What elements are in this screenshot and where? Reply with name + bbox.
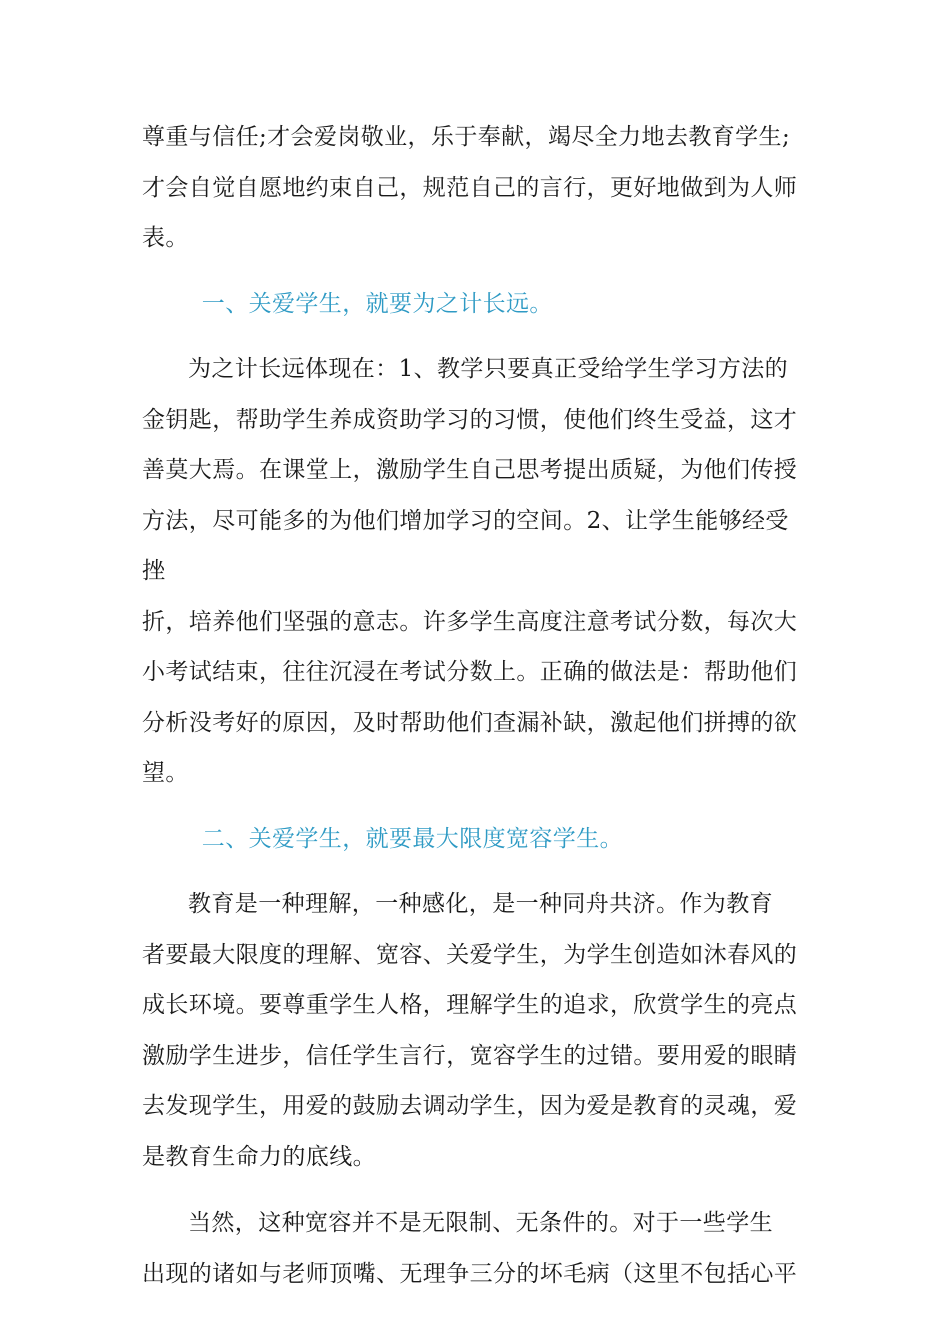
paragraph-2 — [142, 344, 810, 799]
text-line: 激励学生进步，信任学生言行，宽容学生的过错。要用爱的眼睛 — [142, 1042, 798, 1069]
section-heading-1: 一、关爱学生，就要为之计长远。 — [201, 290, 553, 317]
paragraph-3 — [142, 879, 810, 1182]
text-line: 分析没考好的原因，及时帮助他们查漏补缺，激起他们拼搏的欲 — [142, 709, 798, 736]
text-line: 去发现学生，用爱的鼓励去调动学生，因为爱是教育的灵魂，爱 — [142, 1093, 798, 1119]
text-line: 尊重与信任;才会爱岗敬业，乐于奉献，竭尽全力地去教育学生; — [142, 124, 791, 150]
text-line: 方法，尽可能多的为他们增加学习的空间。2、让学生能够经受挫 — [142, 507, 789, 584]
text-line: 金钥匙，帮助学生养成资助学习的习惯，使他们终生受益，这才 — [142, 406, 798, 433]
section-heading-2: 二、关爱学生，就要最大限度宽容学生。 — [201, 825, 623, 852]
text-line: 者要最大限度的理解、宽容、关爱学生，为学生创造如沐春风的 — [142, 941, 798, 968]
text-line: 才会自觉自愿地约束自己，规范自己的言行，更好地做到为人师 — [142, 174, 798, 201]
text-line: 小考试结束，往往沉浸在考试分数上。正确的做法是：帮助他们 — [142, 659, 798, 685]
text-line: 当然，这种宽容并不是无限制、无条件的。对于一些学生 — [188, 1210, 773, 1236]
text-line: 为之计长远体现在：1、教学只要真正受给学生学习方法的 — [188, 356, 789, 382]
paragraph-1 — [142, 112, 810, 264]
document-page — [142, 112, 810, 1299]
text-line: 善莫大焉。在课堂上，激励学生自己思考提出质疑，为他们传授 — [142, 457, 798, 483]
text-line: 表。 — [142, 225, 189, 251]
text-line: 教育是一种理解，一种感化，是一种同舟共济。作为教育 — [188, 891, 773, 917]
text-line: 折，培养他们坚强的意志。许多学生高度注意考试分数，每次大 — [142, 608, 798, 635]
text-line: 成长环境。要尊重学生人格，理解学生的追求，欣赏学生的亮点 — [142, 992, 798, 1018]
text-line: 出现的诸如与老师顶嘴、无理争三分的坏毛病（这里不包括心平 — [142, 1260, 798, 1287]
text-line: 是教育生命力的底线。 — [142, 1143, 376, 1170]
text-line: 望。 — [142, 760, 189, 786]
paragraph-4 — [142, 1198, 810, 1299]
